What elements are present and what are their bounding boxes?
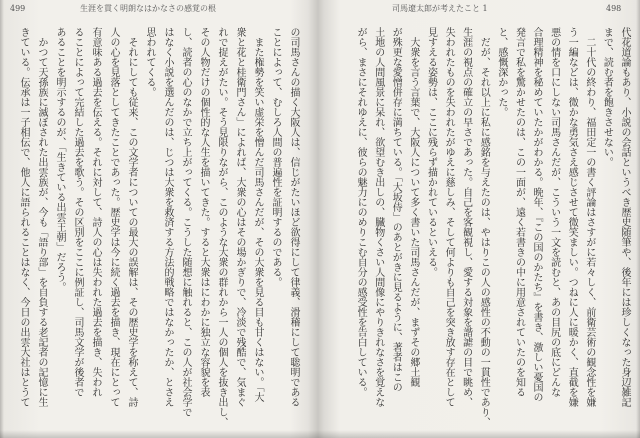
text-column: 発言で私を驚かせたのは、この一面が、遠く若書きの中に用意されていたのを知る — [513, 27, 525, 397]
running-head: 司馬遼太郎が考えたこと 1 — [392, 4, 488, 13]
text-column: 有意味ある過去を伝える。それに対して、詩人の心は失われた過去を描き、失われ — [90, 27, 101, 397]
text-column: と、感慨深かった。 — [495, 27, 507, 117]
page-number: 498 — [606, 4, 622, 13]
text-column: 代花道論もあり、小説の会話というべき歴史随筆や、後年には珍しくなった身辺雑記 — [619, 27, 630, 407]
text-column: ことによって、むしろ人間の普遍性を証明するのである。 — [270, 27, 281, 287]
text-column: 生涯の視点の確立の早さであった。自己を客観視し、愛する対象を諧謔の目で眺め、 — [460, 27, 472, 407]
text-column: し、読者の心のなかで立ち上がってくる。こうした随想に触れると、この人が社会学で — [180, 27, 191, 417]
text-column: また権勢を笑い虚栄を憎んだ司馬さんだが、その大衆を見る目も甘くはない。「大 — [252, 27, 263, 402]
running-head: 生涯を貫く明朗なはかなさの感覚の根 — [80, 4, 216, 13]
text-column: 人の心を見落としてきたことであった。歴史学は今に続く過去を描き、現在にとって — [108, 27, 119, 407]
text-column: かつて天孫族に滅ぼされた出雲族が、今も「語り部」を自負する老記者の記憶に生 — [36, 27, 47, 407]
text-column: 合理精神を秘めていたかがわかる。晩年、『この国のかたち』を書き、激しい憂国の — [531, 27, 543, 402]
text-column: の司馬さんの描く大阪人は、信じがたいほど欲得にして律義、滑稽にして聡明である — [288, 27, 299, 407]
text-column: だが、それ以上に私に感銘を与えたのは、やはりこの人の感性の不動の一貫性であり、 — [478, 27, 490, 427]
text-column: 思われてくる。 — [144, 27, 155, 97]
text-column: あることを明示するのが、「生きている出雲王朝」だろう。 — [54, 27, 65, 292]
text-column: 大衆を言う言葉で、大阪人について多く書いた司馬さんだが、まずその郷土観 — [407, 27, 419, 387]
text-column: がら、まさにそれゆえに、彼らの魅力にのめりこむ自分の感受性を告白している。 — [355, 27, 367, 397]
text-column: 見すえる姿勢は、ここに残らず描かれているといえる。 — [425, 27, 437, 277]
text-column: ることによって完結した過去を歌う。その区別をここに例証し、司馬文学が後者で — [72, 27, 83, 397]
text-column: 悪の情を口にしない司馬さんだが、こういう一文を読むと、あの目尻の底にどんな — [548, 27, 560, 397]
text-column: う一編などは、微かな勇気さえ感じさせて微笑ましい。つねに人に暖かく、直截を嫌 — [566, 27, 578, 407]
text-column: その人物だけの個性的な人生を描いてきた。すると大衆はにわかに独立な容貌を表 — [198, 27, 209, 397]
text-column: まで、読む者を飽きさせない。 — [601, 27, 613, 167]
text-column: 二十代の終わり、福田定一の書く評論はさすがに若々しく、前衛芸術の観念性を嫌 — [583, 27, 595, 407]
text-column: が殊更な愛憎併存に満ちている。「大坂侍」のあとがきに見るように、著者はこの — [390, 27, 402, 392]
text-column: 失われたものを失われたがゆえに慈しみ、そして何よりも自己を突き放す存在として — [443, 27, 455, 407]
left-page-columns — [14, 27, 302, 429]
text-column: 土地の人間風景に呆れ、欲望むき出しの、臓物くさい人間像にやりきれなさを覚えな — [372, 27, 384, 407]
text-column: それにしても従来、この文学者についての最大の誤解は、その歴史学を称えて、詩 — [126, 27, 137, 407]
text-column: はなく小説を選んだのは、じつは大衆を救済する方法的戦略ではなかったか、とさえ — [162, 27, 173, 407]
text-column: 衆と花と桂衛門さん」によれば、大衆の心はその場かぎりで、冷淡で残酷で、気まぐ — [234, 27, 245, 407]
text-column: れで捉えがたい。そう見限りながら、このような大衆の群れから一人の個人を抜き出し、 — [216, 27, 227, 427]
right-page-columns — [333, 27, 633, 429]
page-number: 499 — [10, 4, 26, 13]
text-column: きている。伝承は一子相伝で、他人に語られることはなく、今日の出雲大社はとうて — [18, 27, 29, 407]
